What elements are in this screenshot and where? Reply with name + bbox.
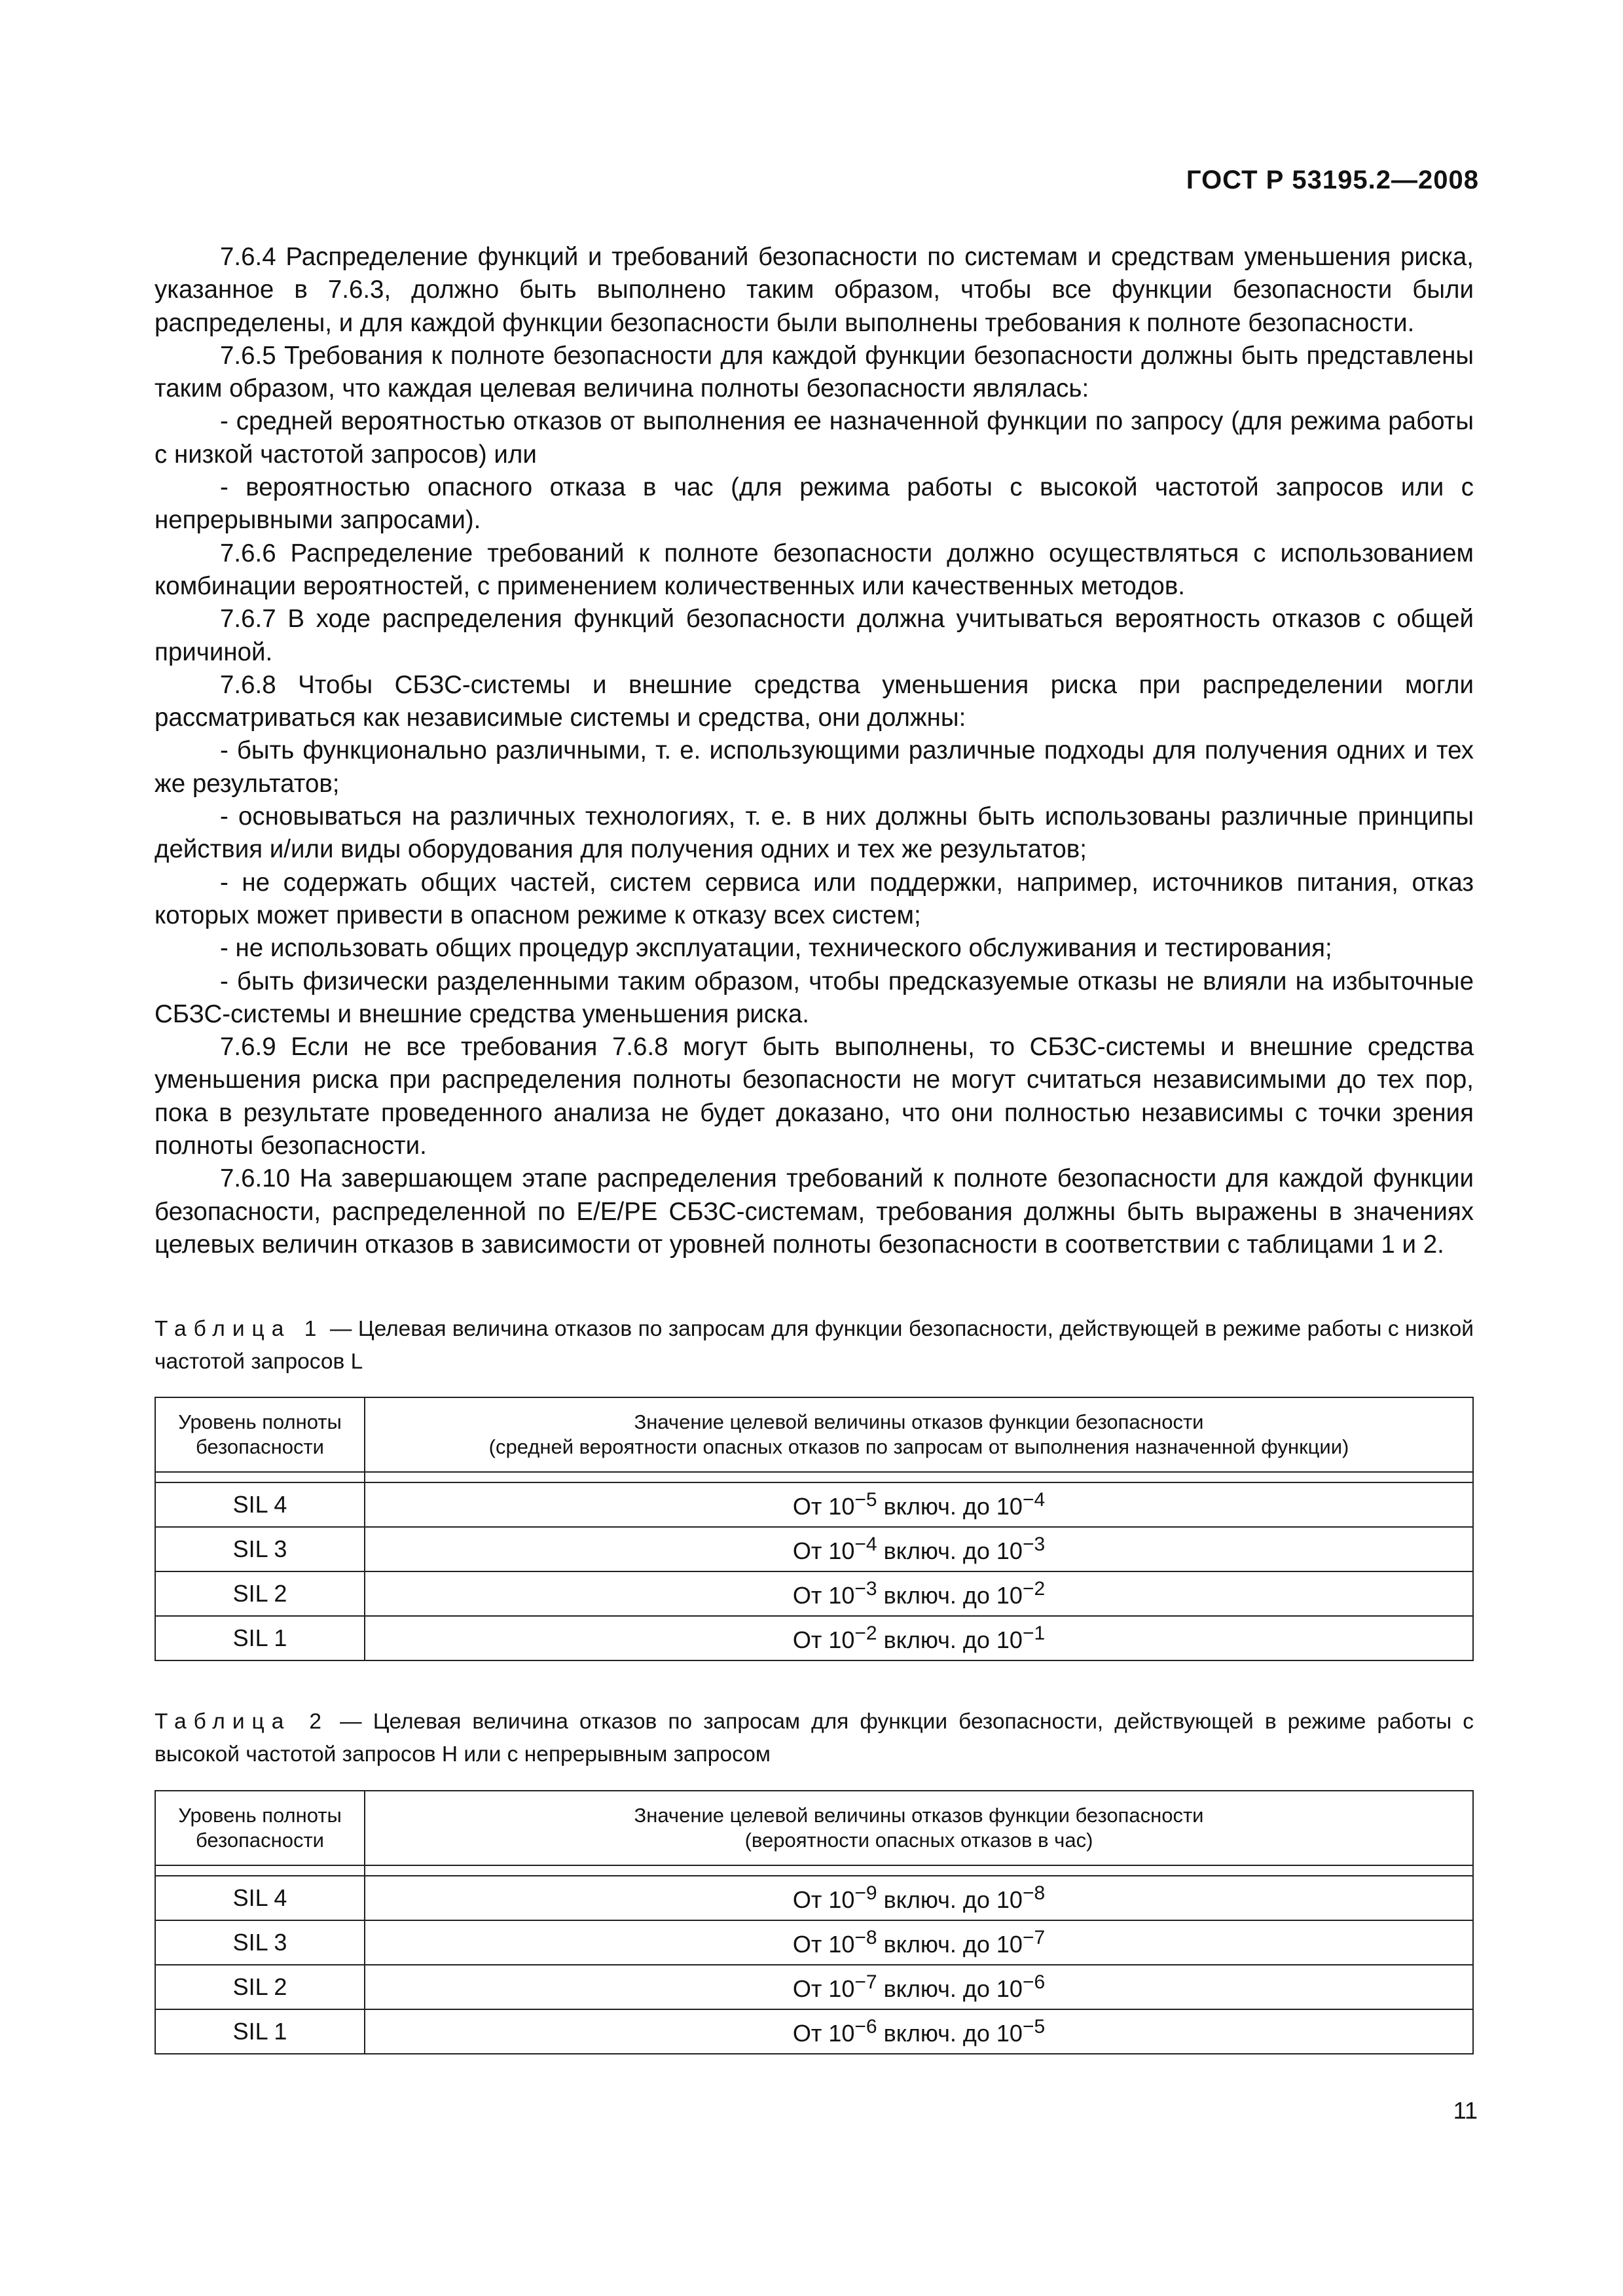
table1-col1-header: Уровень полноты безопасности (155, 1397, 365, 1472)
list-item: - вероятностью опасного отказа в час (для режима работы с высокой частотой запросов или с непрерывными запросами). (155, 473, 1474, 535)
paragraph-7-6-10: 7.6.10 На завершающем этапе распределения требований к полноте безопасности для каждой функции безопасности, распределенной по E/E/PE СБЗС-системам, требования должны быть выражены в значениях целевых величин отказов в зависимости от уровней полноты безопасности в соответствии с таблицами 1 и 2. (155, 1164, 1474, 1259)
table2-label: Таблица 2 (155, 1710, 329, 1734)
table-spacer-row (155, 1865, 1473, 1876)
table-spacer-row (155, 1472, 1473, 1482)
failure-range: От $10^{-9}$ включ. до $10^{-8}$ (365, 1876, 1473, 1920)
table1-col2-header (365, 1397, 1473, 1472)
table-row (155, 1920, 1473, 1965)
page-number: 11 (1453, 2097, 1478, 2124)
table1-col2-header-line1: Значение целевой величины отказов функции безопасности (634, 1410, 1204, 1433)
table-header-row (155, 1791, 1473, 1865)
table2-caption-text: — Целевая величина отказов по запросам для функции безопасности, действующей в режиме работы с высокой частотой запросов H или с непрерывным запросом (155, 1710, 1474, 1767)
sil-level: SIL 2 (155, 1965, 365, 2009)
failure-range: От $10^{-6}$ включ. до $10^{-5}$ (365, 2009, 1473, 2054)
paragraph-7-6-4: 7.6.4 Распределение функций и требований безопасности по системам и средствам уменьшения риска, указанное в 7.6.3, должно быть выполнено таким образом, чтобы все функции безопасности были распределены, и для каждой функции безопасности были выполнены требования к полноте безопасности. (155, 243, 1474, 337)
sil-level: SIL 4 (155, 1876, 365, 1920)
list-item: - основываться на различных технологиях, т. е. в них должны быть использованы различные принципы действия и/или виды оборудования для получения одних и тех же результатов; (155, 802, 1474, 864)
paragraph-7-6-7: 7.6.7 В ходе распределения функций безопасности должна учитываться вероятность отказов с общей причиной. (155, 605, 1474, 666)
body-text (155, 241, 1474, 1261)
list-item: - быть физически разделенными таким образом, чтобы предсказуемые отказы не влияли на избыточные СБЗС-системы и внешние средства уменьшения риска. (155, 967, 1474, 1028)
failure-range: От $10^{-8}$ включ. до $10^{-7}$ (365, 1920, 1473, 1965)
sil-level: SIL 1 (155, 1616, 365, 1660)
failure-range: От $10^{-3}$ включ. до $10^{-2}$ (365, 1571, 1473, 1616)
table-row (155, 1571, 1473, 1616)
table2 (155, 1790, 1474, 2054)
list-item: - быть функционально различными, т. е. использующими различные подходы для получения одних и тех же результатов; (155, 736, 1474, 798)
table-row (155, 1527, 1473, 1571)
table1 (155, 1397, 1474, 1661)
table1-caption-text: — Целевая величина отказов по запросам для функции безопасности, действующей в режиме работы с низкой частотой запросов L (155, 1317, 1474, 1374)
sil-level: SIL 2 (155, 1571, 365, 1616)
failure-range: От $10^{-7}$ включ. до $10^{-6}$ (365, 1965, 1473, 2009)
sil-level: SIL 4 (155, 1482, 365, 1527)
list-item: - не содержать общих частей, систем сервиса или поддержки, например, источников питания, отказ которых может привести в опасном режиме к отказу всех систем; (155, 868, 1474, 929)
sil-level: SIL 3 (155, 1527, 365, 1571)
table2-col2-header (365, 1791, 1473, 1865)
failure-range: От $10^{-2}$ включ. до $10^{-1}$ (365, 1616, 1473, 1660)
sil-level: SIL 1 (155, 2009, 365, 2054)
sil-level: SIL 3 (155, 1920, 365, 1965)
list-item: - не использовать общих процедур эксплуатации, технического обслуживания и тестирования; (220, 934, 1332, 963)
table1-label: Таблица 1 (155, 1317, 324, 1341)
list-item: - средней вероятностью отказов от выполнения ее назначенной функции по запросу (для режима работы с низкой частотой запросов) или (155, 407, 1474, 469)
table2-caption (155, 1706, 1474, 1771)
paragraph-7-6-9: 7.6.9 Если не все требования 7.6.8 могут быть выполнены, то СБЗС-системы и внешние средства уменьшения риска при распределения полноты безопасности не могут считаться независимыми до тех пор, пока в результате проведенного анализа не будет доказано, что они полностью независимы с точки зрения полноты безопасности. (155, 1033, 1474, 1160)
table-header-row (155, 1397, 1473, 1472)
table-row (155, 1965, 1473, 2009)
table-row (155, 1876, 1473, 1920)
table-row (155, 1482, 1473, 1527)
failure-range: От $10^{-5}$ включ. до $10^{-4}$ (365, 1482, 1473, 1527)
paragraph-7-6-8: 7.6.8 Чтобы СБЗС-системы и внешние средства уменьшения риска при распределении могли рассматриваться как независимые системы и средства, они должны: (155, 670, 1474, 732)
table-row (155, 1616, 1473, 1660)
document-header: ГОСТ Р 53195.2—2008 (1186, 166, 1479, 194)
failure-range: От $10^{-4}$ включ. до $10^{-3}$ (365, 1527, 1473, 1571)
table1-caption (155, 1313, 1474, 1378)
paragraph-7-6-5: 7.6.5 Требования к полноте безопасности для каждой функции безопасности должны быть представлены таким образом, что каждая целевая величина полноты безопасности являлась: (155, 341, 1474, 403)
table2-col1-header: Уровень полноты безопасности (155, 1791, 365, 1865)
table-row (155, 2009, 1473, 2054)
table2-col2-header-line1: Значение целевой величины отказов функции безопасности (634, 1804, 1204, 1827)
table1-col2-header-line2: (средней вероятности опасных отказов по запросам от выполнения назначенной функции) (488, 1435, 1349, 1458)
paragraph-7-6-6: 7.6.6 Распределение требований к полноте безопасности должно осуществляться с использованием комбинации вероятностей, с применением количественных или качественных методов. (155, 539, 1474, 600)
table2-col2-header-line2: (вероятности опасных отказов в час) (744, 1829, 1093, 1852)
